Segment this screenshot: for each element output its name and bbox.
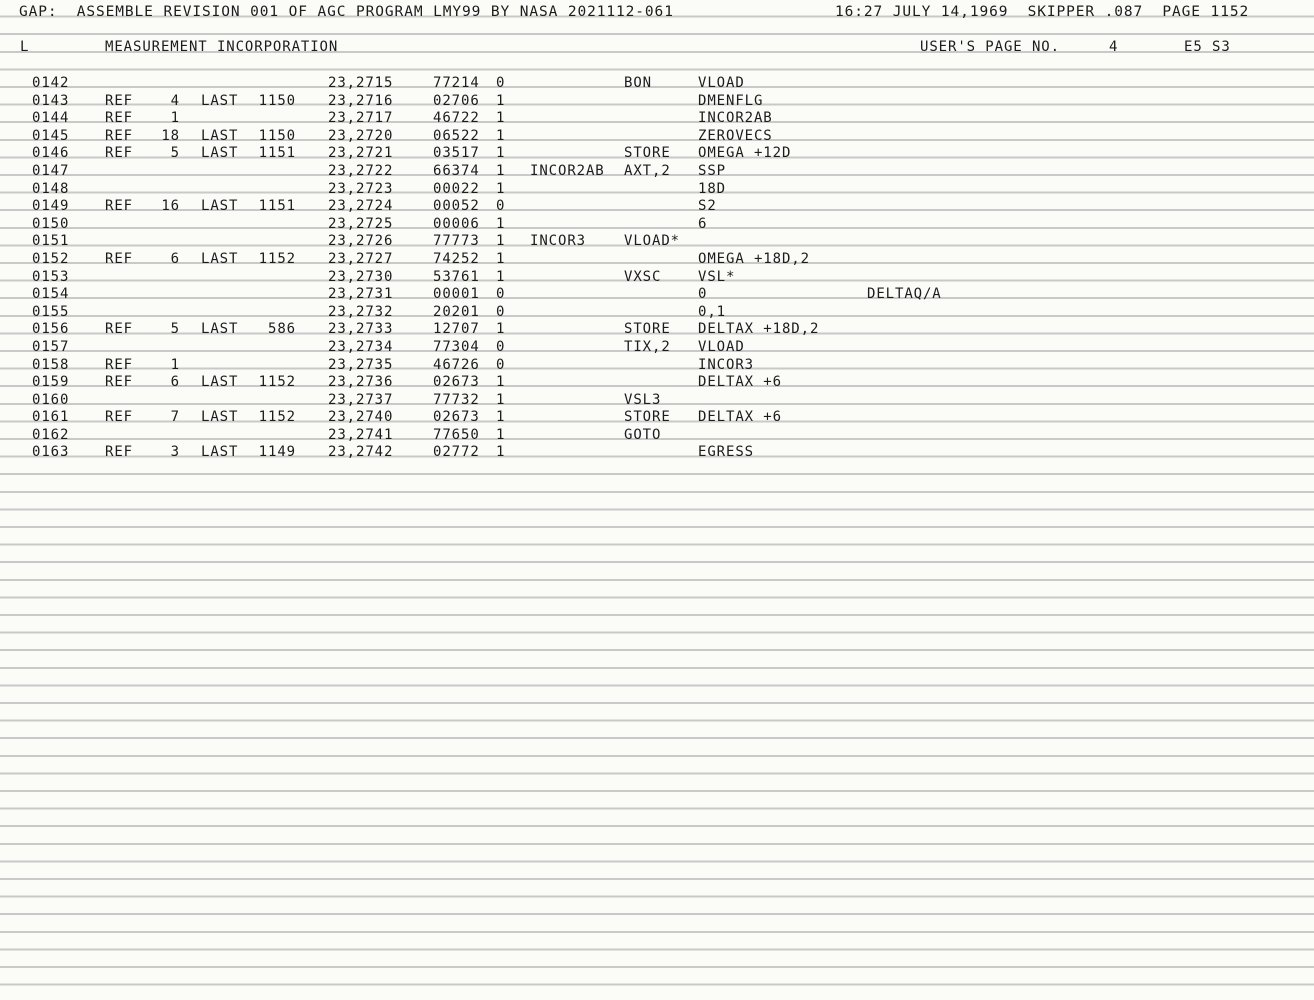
address: 23,2734 bbox=[328, 338, 394, 355]
octal-word: 00006 bbox=[433, 215, 480, 232]
operand: EGRESS bbox=[698, 444, 754, 461]
octal-word: 46722 bbox=[433, 110, 480, 127]
ref-count: 3 bbox=[170, 444, 180, 461]
line-number: 0149 bbox=[32, 198, 70, 215]
operand: VLOAD bbox=[698, 75, 745, 91]
address: 23,2736 bbox=[328, 374, 394, 391]
listing-row bbox=[0, 127, 1314, 145]
address: 23,2733 bbox=[328, 321, 394, 338]
octal-word: 74252 bbox=[433, 250, 480, 267]
parity-bit: 1 bbox=[496, 162, 506, 179]
last-page: 1151 bbox=[258, 145, 296, 162]
address: 23,2742 bbox=[328, 444, 394, 461]
operand: 6 bbox=[698, 215, 708, 232]
parity-bit: 1 bbox=[496, 215, 506, 232]
ref-marker: REF bbox=[105, 409, 133, 426]
parity-bit: 0 bbox=[496, 356, 506, 373]
ref-marker: REF bbox=[105, 374, 133, 391]
listing-row bbox=[0, 443, 1314, 461]
ref-marker: REF bbox=[105, 92, 133, 109]
last-page: 1152 bbox=[258, 250, 296, 267]
octal-word: 02706 bbox=[433, 92, 480, 109]
line-number: 0145 bbox=[32, 127, 70, 144]
address: 23,2725 bbox=[328, 215, 394, 232]
assembly-title: GAP: ASSEMBLE REVISION 001 OF AGC PROGRAM LMY99 BY NASA 2021112-061 bbox=[19, 4, 674, 20]
line-number: 0161 bbox=[32, 409, 70, 426]
listing-row bbox=[0, 109, 1314, 127]
operand: ZEROVECS bbox=[698, 127, 773, 144]
octal-word: 46726 bbox=[433, 356, 480, 373]
listing-row bbox=[0, 74, 1314, 92]
ref-count: 1 bbox=[170, 110, 180, 127]
listing-row bbox=[0, 162, 1314, 180]
ref-marker: REF bbox=[105, 356, 133, 373]
opcode: VSL3 bbox=[624, 391, 662, 408]
octal-word: 00052 bbox=[433, 198, 480, 215]
last-marker: LAST bbox=[201, 198, 239, 215]
parity-bit: 1 bbox=[496, 444, 506, 461]
address: 23,2717 bbox=[328, 110, 394, 127]
octal-word: 02673 bbox=[433, 409, 480, 426]
address: 23,2732 bbox=[328, 303, 394, 320]
octal-word: 12707 bbox=[433, 321, 480, 338]
last-page: 1150 bbox=[258, 127, 296, 144]
listing-row bbox=[0, 268, 1314, 286]
line-number: 0144 bbox=[32, 110, 70, 127]
opcode: STORE bbox=[624, 409, 671, 426]
address: 23,2730 bbox=[328, 268, 394, 285]
listing-row bbox=[0, 408, 1314, 426]
listing-row bbox=[0, 391, 1314, 409]
opcode: STORE bbox=[624, 321, 671, 338]
ref-count: 5 bbox=[170, 145, 180, 162]
label: INCOR2AB bbox=[530, 162, 605, 179]
line-number: 0158 bbox=[32, 356, 70, 373]
ref-count: 16 bbox=[161, 198, 180, 215]
operand: SSP bbox=[698, 162, 726, 179]
opcode: VLOAD* bbox=[624, 233, 680, 250]
line-number: 0147 bbox=[32, 162, 70, 179]
opcode: VXSC bbox=[624, 268, 662, 285]
line-number: 0156 bbox=[32, 321, 70, 338]
listing-row bbox=[0, 215, 1314, 233]
operand: 0,1 bbox=[698, 303, 726, 320]
octal-word: 20201 bbox=[433, 303, 480, 320]
parity-bit: 1 bbox=[496, 92, 506, 109]
parity-bit: 0 bbox=[496, 198, 506, 215]
listing-row bbox=[0, 250, 1314, 268]
ref-marker: REF bbox=[105, 145, 133, 162]
address: 23,2741 bbox=[328, 426, 394, 443]
users-page-label: USER'S PAGE NO. bbox=[920, 39, 1060, 55]
ref-marker: REF bbox=[105, 110, 133, 127]
section-title: MEASUREMENT INCORPORATION bbox=[105, 39, 339, 55]
ref-count: 18 bbox=[161, 127, 180, 144]
address: 23,2721 bbox=[328, 145, 394, 162]
parity-bit: 1 bbox=[496, 250, 506, 267]
octal-word: 53761 bbox=[433, 268, 480, 285]
ref-count: 5 bbox=[170, 321, 180, 338]
listing-row bbox=[0, 356, 1314, 374]
last-marker: LAST bbox=[201, 444, 239, 461]
listing-row bbox=[0, 426, 1314, 444]
line-number: 0151 bbox=[32, 233, 70, 250]
operand: 18D bbox=[698, 180, 726, 197]
address: 23,2723 bbox=[328, 180, 394, 197]
last-marker: LAST bbox=[201, 127, 239, 144]
listing-row bbox=[0, 373, 1314, 391]
address: 23,2731 bbox=[328, 286, 394, 303]
listing-row bbox=[0, 303, 1314, 321]
last-marker: LAST bbox=[201, 145, 239, 162]
line-number: 0150 bbox=[32, 215, 70, 232]
listing-row bbox=[0, 232, 1314, 250]
section-code: E5 S3 bbox=[1184, 39, 1231, 55]
line-number: 0155 bbox=[32, 303, 70, 320]
label: INCOR3 bbox=[530, 233, 586, 250]
octal-word: 77732 bbox=[433, 391, 480, 408]
octal-word: 77214 bbox=[433, 75, 480, 91]
listing-row bbox=[0, 92, 1314, 110]
octal-word: 00001 bbox=[433, 286, 480, 303]
address: 23,2715 bbox=[328, 75, 394, 91]
ref-marker: REF bbox=[105, 198, 133, 215]
address: 23,2722 bbox=[328, 162, 394, 179]
last-marker: LAST bbox=[201, 409, 239, 426]
line-number: 0162 bbox=[32, 426, 70, 443]
address: 23,2735 bbox=[328, 356, 394, 373]
last-page: 1150 bbox=[258, 92, 296, 109]
listing-row bbox=[0, 320, 1314, 338]
listing-row bbox=[0, 144, 1314, 162]
operand: DELTAX +6 bbox=[698, 409, 782, 426]
opcode: TIX,2 bbox=[624, 338, 671, 355]
address: 23,2740 bbox=[328, 409, 394, 426]
last-marker: LAST bbox=[201, 92, 239, 109]
ref-count: 7 bbox=[170, 409, 180, 426]
parity-bit: 0 bbox=[496, 286, 506, 303]
ref-marker: REF bbox=[105, 444, 133, 461]
address: 23,2727 bbox=[328, 250, 394, 267]
parity-bit: 0 bbox=[496, 303, 506, 320]
parity-bit: 1 bbox=[496, 409, 506, 426]
parity-bit: 1 bbox=[496, 321, 506, 338]
ref-count: 4 bbox=[170, 92, 180, 109]
ref-count: 6 bbox=[170, 250, 180, 267]
octal-word: 02772 bbox=[433, 444, 480, 461]
parity-bit: 1 bbox=[496, 374, 506, 391]
line-number: 0142 bbox=[32, 75, 70, 91]
line-number: 0146 bbox=[32, 145, 70, 162]
operand: VSL* bbox=[698, 268, 736, 285]
operand: 0 bbox=[698, 286, 708, 303]
last-marker: LAST bbox=[201, 321, 239, 338]
octal-word: 77773 bbox=[433, 233, 480, 250]
ref-marker: REF bbox=[105, 127, 133, 144]
octal-word: 02673 bbox=[433, 374, 480, 391]
line-number: 0159 bbox=[32, 374, 70, 391]
ref-count: 1 bbox=[170, 356, 180, 373]
last-page: 1152 bbox=[258, 374, 296, 391]
opcode: AXT,2 bbox=[624, 162, 671, 179]
octal-word: 66374 bbox=[433, 162, 480, 179]
listing-row bbox=[0, 285, 1314, 303]
print-timestamp: 16:27 JULY 14,1969 SKIPPER .087 PAGE 1152 bbox=[835, 4, 1250, 20]
parity-bit: 1 bbox=[496, 110, 506, 127]
opcode: BON bbox=[624, 75, 652, 91]
operand: VLOAD bbox=[698, 338, 745, 355]
parity-bit: 1 bbox=[496, 426, 506, 443]
listing-row bbox=[0, 180, 1314, 198]
parity-bit: 1 bbox=[496, 268, 506, 285]
operand: OMEGA +12D bbox=[698, 145, 792, 162]
last-marker: LAST bbox=[201, 250, 239, 267]
ref-count: 6 bbox=[170, 374, 180, 391]
users-page-number: 4 bbox=[1109, 39, 1119, 55]
operand: INCOR3 bbox=[698, 356, 754, 373]
line-number: 0154 bbox=[32, 286, 70, 303]
line-number: 0152 bbox=[32, 250, 70, 267]
address: 23,2720 bbox=[328, 127, 394, 144]
line-number: 0153 bbox=[32, 268, 70, 285]
last-marker: LAST bbox=[201, 374, 239, 391]
parity-bit: 1 bbox=[496, 233, 506, 250]
octal-word: 77650 bbox=[433, 426, 480, 443]
operand: DELTAX +18D,2 bbox=[698, 321, 820, 338]
address: 23,2716 bbox=[328, 92, 394, 109]
operand: INCOR2AB bbox=[698, 110, 773, 127]
parity-bit: 0 bbox=[496, 75, 506, 91]
parity-bit: 1 bbox=[496, 180, 506, 197]
ref-marker: REF bbox=[105, 321, 133, 338]
parity-bit: 1 bbox=[496, 127, 506, 144]
octal-word: 00022 bbox=[433, 180, 480, 197]
operand: S2 bbox=[698, 198, 717, 215]
octal-word: 06522 bbox=[433, 127, 480, 144]
listing-row bbox=[0, 338, 1314, 356]
line-number: 0157 bbox=[32, 338, 70, 355]
octal-word: 03517 bbox=[433, 145, 480, 162]
assembly-listing bbox=[0, 74, 1314, 461]
address: 23,2737 bbox=[328, 391, 394, 408]
parity-bit: 1 bbox=[496, 145, 506, 162]
address: 23,2724 bbox=[328, 198, 394, 215]
comment: DELTAQ/A bbox=[867, 286, 942, 303]
last-page: 1151 bbox=[258, 198, 296, 215]
line-number: 0160 bbox=[32, 391, 70, 408]
line-number: 0143 bbox=[32, 92, 70, 109]
octal-word: 77304 bbox=[433, 338, 480, 355]
operand: DELTAX +6 bbox=[698, 374, 782, 391]
last-page: 586 bbox=[268, 321, 296, 338]
listing-type-flag: L bbox=[20, 39, 30, 55]
parity-bit: 0 bbox=[496, 338, 506, 355]
operand: DMENFLG bbox=[698, 92, 764, 109]
operand: OMEGA +18D,2 bbox=[698, 250, 810, 267]
opcode: STORE bbox=[624, 145, 671, 162]
parity-bit: 1 bbox=[496, 391, 506, 408]
line-number: 0148 bbox=[32, 180, 70, 197]
address: 23,2726 bbox=[328, 233, 394, 250]
listing-row bbox=[0, 197, 1314, 215]
line-number: 0163 bbox=[32, 444, 70, 461]
last-page: 1149 bbox=[258, 444, 296, 461]
opcode: GOTO bbox=[624, 426, 662, 443]
last-page: 1152 bbox=[258, 409, 296, 426]
ref-marker: REF bbox=[105, 250, 133, 267]
